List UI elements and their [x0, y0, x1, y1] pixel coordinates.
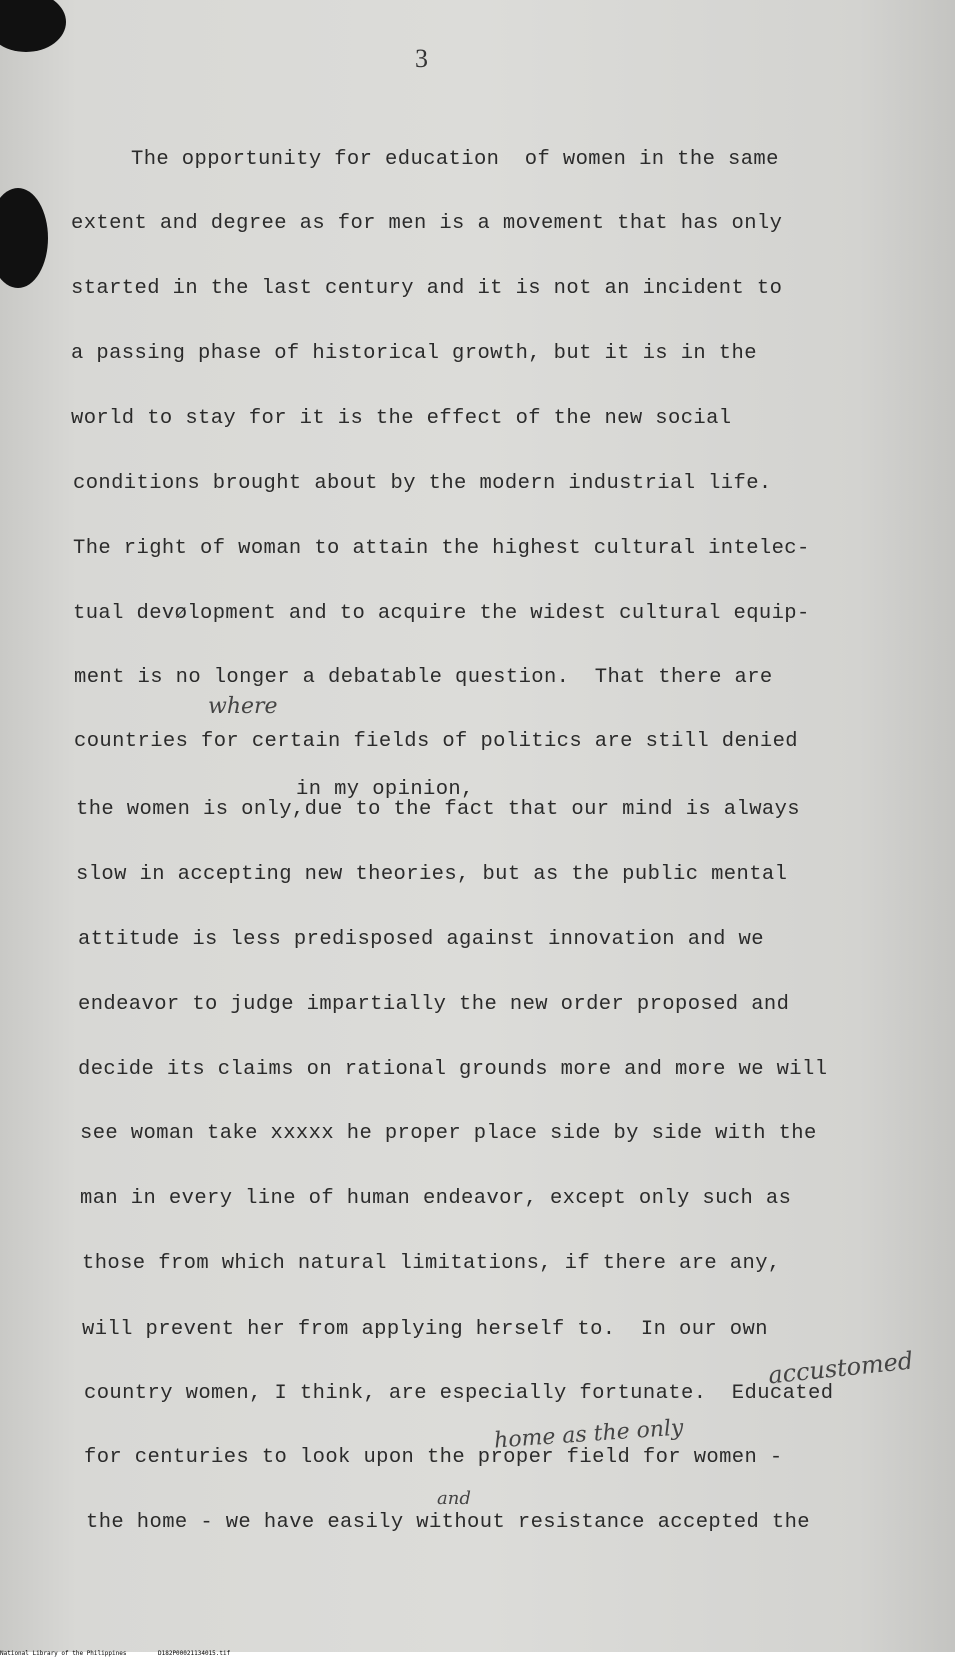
ink-blot [0, 188, 48, 288]
text-line: slow in accepting new theories, but as the public mental [76, 863, 788, 886]
text-line: attitude is less predisposed against innovation and we [78, 928, 764, 951]
text-line: started in the last century and it is not an incident to [71, 277, 783, 300]
text-line: The right of woman to attain the highest cultural intelec- [73, 537, 810, 560]
text-line: country women, I think, are especially fortunate. Educated [84, 1382, 834, 1405]
text-line: ment is no longer a debatable question. That there are [74, 666, 773, 689]
footer-file: D182P00021134015.tif [158, 1650, 231, 1657]
text-line: The opportunity for education of women in the same [131, 148, 779, 171]
text-line: the women is only,due to the fact that our mind is always [76, 798, 801, 821]
footer [0, 1652, 955, 1658]
handwritten-insertion: and [437, 1488, 471, 1509]
text-line: those from which natural limitations, if there are any, [82, 1252, 781, 1275]
text-line: world to stay for it is the effect of the new social [71, 407, 732, 430]
text-line: countries for certain fields of politics are still denied [74, 730, 799, 753]
text-line: tual devølopment and to acquire the widest cultural equip- [73, 602, 810, 625]
handwritten-insertion: home as the only [493, 1415, 685, 1454]
text-line: a passing phase of historical growth, but it is in the [71, 342, 757, 365]
text-line: for centuries to look upon the proper field for women - [84, 1446, 783, 1469]
text-line: will prevent her from applying herself to. In our own [82, 1318, 768, 1341]
text-line: the home - we have easily without resistance accepted the [86, 1511, 811, 1534]
page-number: 3 [415, 44, 428, 73]
footer-library: National Library of the Philippines [0, 1650, 127, 1657]
text-line: man in every line of human endeavor, except only such as [80, 1187, 792, 1210]
text-line: extent and degree as for men is a movement that has only [71, 212, 783, 235]
text-line: conditions brought about by the modern industrial life. [73, 472, 772, 495]
text-line: decide its claims on rational grounds more and more we will [78, 1058, 828, 1081]
handwritten-insertion: accustomed [766, 1346, 915, 1390]
typed-insertion: in my opinion, [296, 778, 474, 801]
text-line: endeavor to judge impartially the new order proposed and [78, 993, 790, 1016]
handwritten-insertion: where [208, 694, 278, 719]
ink-blot [0, 0, 66, 52]
text-line: see woman take xxxxx he proper place side by side with the [80, 1122, 817, 1145]
